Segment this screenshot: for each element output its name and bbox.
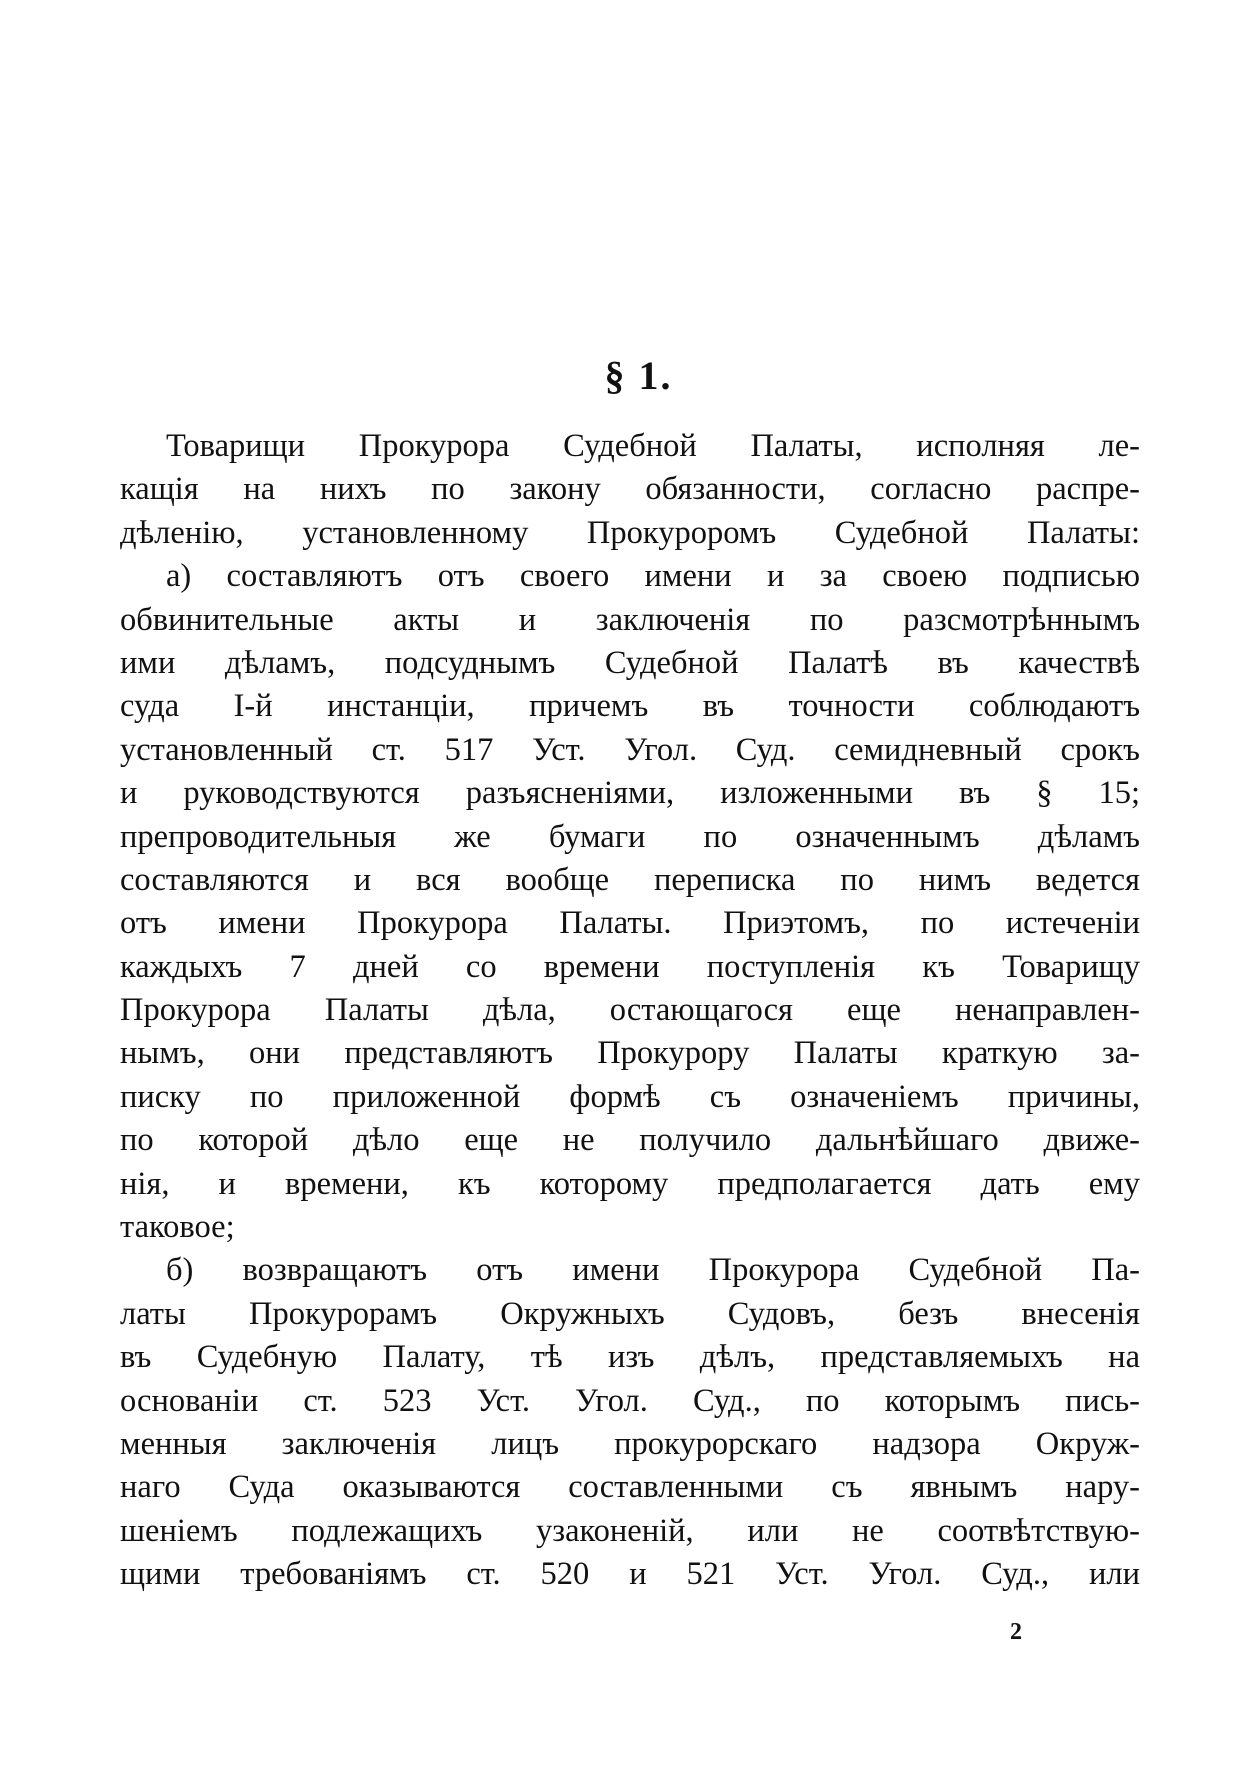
text-line: писку по приложенной формѣ съ означеніемъ причины, <box>120 1078 1140 1115</box>
text-line: нія, и времени, къ которому предполагается дать ему <box>120 1165 1140 1202</box>
text-line: составляются и вся вообще переписка по нимъ ведется <box>120 861 1140 898</box>
text-line: дѣленію, установленному Прокуроромъ Судебной Палаты: <box>120 514 1140 551</box>
text-line: каждыхъ 7 дней со времени поступленія къ Товарищу <box>120 948 1140 985</box>
text-line: въ Судебную Палату, тѣ изъ дѣлъ, представляемыхъ на <box>120 1339 1140 1376</box>
text-line: щими требованіямъ ст. 520 и 521 Уст. Угол. Суд., или <box>120 1556 1140 1593</box>
text-line: препроводительныя же бумаги по означеннымъ дѣламъ <box>120 818 1140 855</box>
text-line: основаніи ст. 523 Уст. Угол. Суд., по которымъ пись- <box>120 1382 1140 1419</box>
body-text <box>120 425 1140 1597</box>
page-number: 2 <box>1010 1619 1022 1645</box>
text-line: ими дѣламъ, подсуднымъ Судебной Палатѣ въ качествѣ <box>120 644 1140 681</box>
text-line: б) возвращаютъ отъ имени Прокурора Судебной Па- <box>166 1252 1140 1289</box>
text-line: а) составляютъ отъ своего имени и за своею подписью <box>166 558 1140 595</box>
text-line: наго Суда оказываются составленными съ явнымъ нару- <box>120 1469 1140 1506</box>
section-heading: § 1. <box>604 353 673 398</box>
text-line: установленный ст. 517 Уст. Угол. Суд. семидневный срокъ <box>120 731 1140 768</box>
text-line: менныя заключенія лицъ прокурорскаго надзора Окруж- <box>120 1425 1140 1462</box>
text-line: нымъ, они представляютъ Прокурору Палаты краткую за- <box>120 1035 1140 1072</box>
text-line: Товарищи Прокурора Судебной Палаты, исполняя ле- <box>166 428 1140 464</box>
text-line: обвинительные акты и заключенія по разсмотрѣннымъ <box>120 601 1140 638</box>
text-line: суда I-й инстанціи, причемъ въ точности соблюдаютъ <box>120 688 1140 725</box>
text-line: кащія на нихъ по закону обязанности, согласно распре- <box>120 471 1140 508</box>
text-line: отъ имени Прокурора Палаты. Приэтомъ, по истеченіи <box>120 905 1140 942</box>
text-line: и руководствуются разъясненіями, изложенными въ § 15; <box>120 775 1140 812</box>
text-line: таковое; <box>120 1209 235 1246</box>
text-line: Прокурора Палаты дѣла, остающагося еще ненаправлен- <box>120 992 1140 1029</box>
text-line: по которой дѣло еще не получило дальнѣйшаго движе- <box>120 1122 1140 1159</box>
text-line: шеніемъ подлежащихъ узаконеній, или не соотвѣтствую- <box>120 1512 1140 1549</box>
text-line: латы Прокурорамъ Окружныхъ Судовъ, безъ внесенія <box>120 1295 1140 1332</box>
